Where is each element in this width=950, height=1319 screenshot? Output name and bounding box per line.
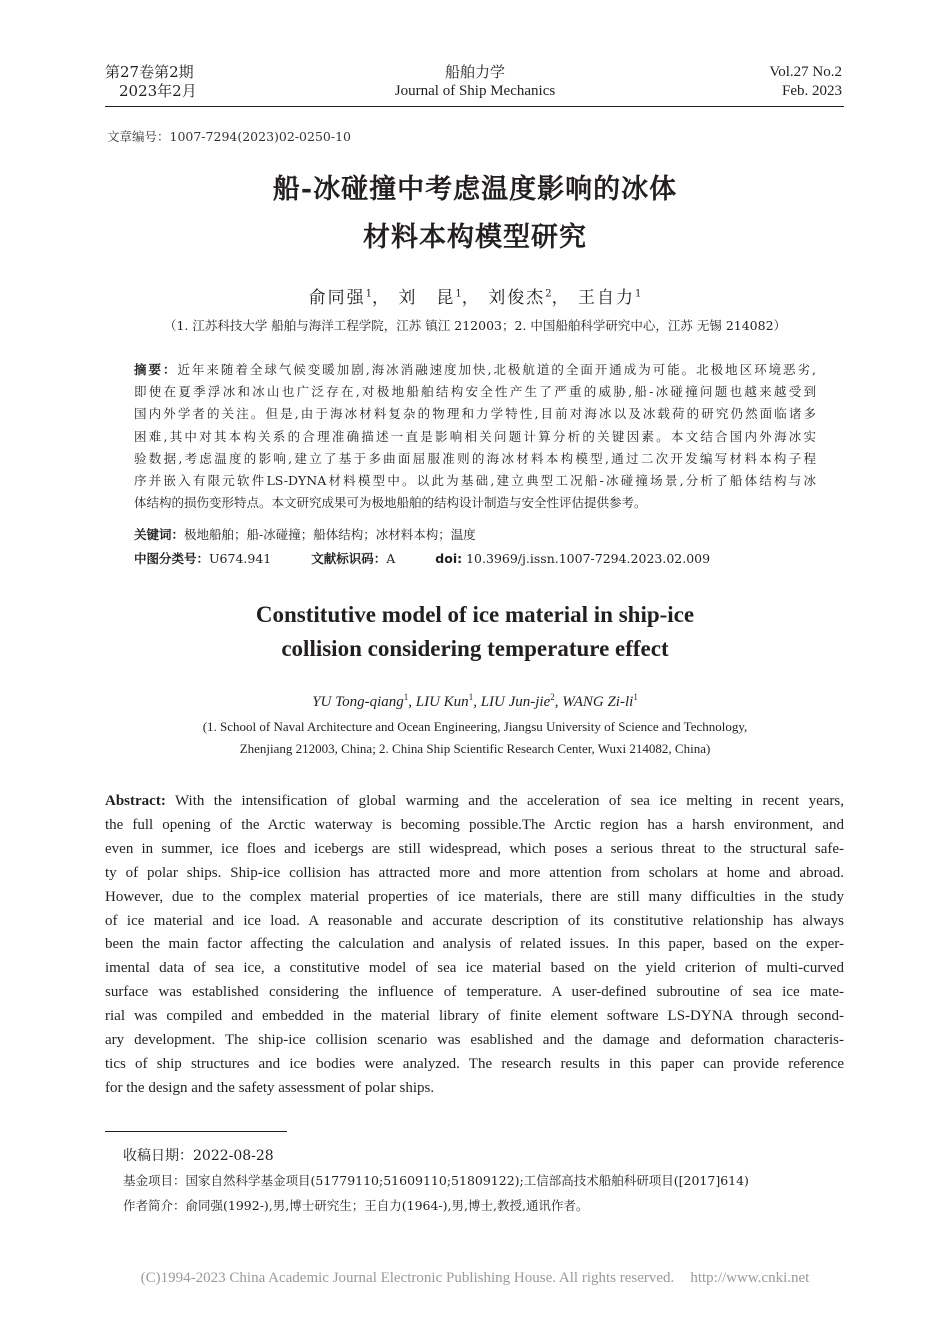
funding-note: 基金项目：国家自然科学基金项目(51779110;51609110;51809122);工信部高技术船舶科研项目([2017]614) bbox=[123, 1173, 749, 1188]
abstract-cn-line: 国内外学者的关注。但是,由于海冰材料复杂的物理和力学特性,目前对海冰以及冰载荷的研究仍然面临诸多 bbox=[134, 406, 816, 422]
abstract-cn-line bbox=[134, 359, 816, 381]
abstract-cn-line: 验数据,考虑温度的影响,建立了基于多曲面屈服准则的海冰材料本构模型,通过二次开发编写材料本构子程 bbox=[134, 450, 816, 466]
title-cn-line2: 材料本构模型研究 bbox=[363, 222, 587, 253]
copyright-notice bbox=[0, 1270, 950, 1287]
abstract-en-text: With the intensification of global warming and the acceleration of sea ice melting in recent years, bbox=[174, 793, 844, 809]
author-en: WANG Zi-li bbox=[562, 694, 634, 710]
keywords-cn-label: 关键词： bbox=[134, 527, 185, 542]
abstract-cn-line: 困难,其中对其本构关系的合理准确描述一直是影响相关问题计算分析的关键因素。本文结合国内外海冰实 bbox=[134, 428, 816, 444]
abstract-cn-label: 摘要： bbox=[134, 362, 178, 377]
abstract-cn-line: 即使在夏季浮冰和冰山也广泛存在,对极地船舶结构安全性产生了严重的威胁,船-冰碰撞问题也越来越受到 bbox=[134, 384, 816, 400]
clc-value: U674.941 bbox=[209, 551, 272, 566]
author-separator: ， bbox=[372, 288, 392, 308]
doi-value: 10.3969/j.issn.1007-7294.2023.02.009 bbox=[466, 551, 711, 566]
running-header-left bbox=[105, 63, 197, 101]
abstract-en-line: rial was compiled and embedded in the material library of finite element software LS-DYNA through second- bbox=[105, 1008, 844, 1025]
author-en: LIU Kun bbox=[415, 694, 469, 710]
author-cn: 俞同强 bbox=[308, 288, 366, 308]
title-en-line2: collision considering temperature effect bbox=[281, 636, 669, 661]
doc-code-value: A bbox=[386, 551, 396, 566]
authors-en bbox=[60, 692, 890, 711]
abstract-en-line: even in summer, ice floes and icebergs are still widespread, which poses a serious threat to the structural safe- bbox=[105, 840, 844, 857]
affiliation-en-line2: Zhenjiang 212003, China; 2. China Ship Scientific Research Center, Wuxi 214082, China) bbox=[239, 741, 711, 756]
doc-code-label: 文献标识码： bbox=[311, 551, 387, 566]
author-bio-note: 作者简介：俞同强(1992-),男,博士研究生；王自力(1964-),男,博士,教授,通讯作者。 bbox=[123, 1198, 589, 1213]
footnote-rule bbox=[105, 1131, 287, 1132]
article-number: 文章编号：1007-7294(2023)02-0250-10 bbox=[107, 129, 351, 144]
title-cn-line1: 船-冰碰撞中考虑温度影响的冰体 bbox=[272, 174, 678, 205]
keywords-cn-text: 极地船舶；船-冰碰撞；船体结构；冰材料本构；温度 bbox=[184, 527, 476, 542]
author-affil-mark: 2 bbox=[550, 692, 555, 702]
abstract-cn-line: 序并嵌入有限元软件LS-DYNA材料模型中。以此为基础,建立典型工况船-冰碰撞场景,分析了船体结构与冰 bbox=[134, 473, 816, 489]
abstract-en-line: tics of ship structures and ice bodies were analyzed. The research results in this paper can provide reference bbox=[105, 1055, 844, 1072]
affiliation-cn: （1. 江苏科技大学 船舶与海洋工程学院，江苏 镇江 212003；2. 中国船舶科学研究中心，江苏 无锡 214082） bbox=[163, 318, 787, 333]
author-separator: , bbox=[408, 694, 416, 710]
running-header-right bbox=[769, 63, 842, 101]
abstract-en-line: of ice material and ice load. A reasonable and accurate description of its constitutive relationship has always bbox=[105, 912, 844, 929]
author-en: LIU Jun-jie bbox=[480, 694, 551, 710]
cnki-url: http://www.cnki.net bbox=[690, 1270, 810, 1286]
author-cn: 王自力 bbox=[577, 288, 635, 308]
affiliation-en-line1: (1. School of Naval Architecture and Ocean Engineering, Jiangsu University of Science and Technology, bbox=[202, 719, 748, 734]
keywords-cn bbox=[134, 525, 476, 543]
date-cn: 2023年2月 bbox=[119, 82, 197, 100]
abstract-en-line bbox=[105, 790, 844, 814]
abstract-cn-line: 体结构的损伤变形特点。本文研究成果可为极地船舶的结构设计制造与安全性评估提供参考。 bbox=[134, 495, 647, 511]
journal-name-en: Journal of Ship Mechanics bbox=[394, 83, 556, 99]
abstract-en bbox=[105, 790, 844, 1101]
author-affil-mark: 2 bbox=[545, 288, 552, 300]
abstract-en-line: surface was established considering the influence of temperature. A user-defined subroutine of sea ice mate- bbox=[105, 984, 844, 1001]
header-rule bbox=[105, 106, 844, 107]
abstract-en-line: ty of polar ships. Ship-ice collision has attracted more and more attention from scholars at home and abroad. bbox=[105, 864, 844, 881]
author-cn: 刘俊杰 bbox=[488, 288, 546, 308]
author-affil-mark: 1 bbox=[455, 288, 462, 300]
authors-cn bbox=[60, 283, 890, 308]
abstract-en-line: imental data of sea ice, a constitutive model of sea ice material based on the yield criterion of multi-curved bbox=[105, 960, 844, 977]
copyright-text: (C)1994-2023 China Academic Journal Electronic Publishing House. All rights reserved. bbox=[140, 1270, 675, 1286]
abstract-en-label: Abstract: bbox=[105, 793, 166, 809]
abstract-cn bbox=[134, 359, 816, 514]
abstract-cn-text: 近年来随着全球气候变暖加剧,海冰消融速度加快,北极航道的全面开通成为可能。北极地区环境恶劣, bbox=[177, 362, 816, 377]
classification-line bbox=[134, 549, 834, 567]
clc-label: 中图分类号： bbox=[134, 551, 210, 566]
author-separator: , bbox=[554, 694, 563, 710]
author-affil-mark: 1 bbox=[633, 692, 638, 702]
volume-issue-cn: 第27卷第2期 bbox=[105, 63, 194, 81]
author-cn: 刘 昆 bbox=[398, 288, 456, 308]
volume-issue-en: Vol.27 No.2 bbox=[769, 64, 842, 80]
abstract-en-line: However, due to the complex material properties of ice materials, there are still many difficulties in the study bbox=[105, 888, 844, 905]
author-affil-mark: 1 bbox=[403, 692, 409, 702]
abstract-en-line: ary development. The ship-ice collision scenario was esablished and the damage and deformation characteris- bbox=[105, 1032, 844, 1049]
author-separator: ， bbox=[461, 288, 481, 308]
abstract-en-line: been the main factor affecting the calculation and analysis of related issues. In this paper, based on the exper- bbox=[105, 936, 844, 953]
doi-label: doi: bbox=[435, 551, 463, 566]
author-affil-mark: 1 bbox=[634, 288, 642, 300]
abstract-en-line: the full opening of the Arctic waterway is becoming possible.The Arctic region has a harsh environment, and bbox=[105, 816, 844, 833]
author-affil-mark: 1 bbox=[365, 288, 373, 300]
abstract-en-line: for the design and the safety assessment of polar ships. bbox=[105, 1079, 435, 1096]
running-header-center bbox=[300, 63, 650, 101]
author-affil-mark: 1 bbox=[468, 692, 474, 702]
author-en: YU Tong-qiang bbox=[312, 694, 404, 710]
author-separator: , bbox=[473, 694, 481, 710]
author-separator: ， bbox=[551, 288, 571, 308]
date-en: Feb. 2023 bbox=[782, 83, 842, 99]
received-date: 收稿日期：2022-08-28 bbox=[123, 1148, 274, 1164]
journal-name-cn: 船舶力学 bbox=[444, 63, 505, 81]
title-en-line1: Constitutive model of ice material in ship-ice bbox=[255, 602, 695, 627]
